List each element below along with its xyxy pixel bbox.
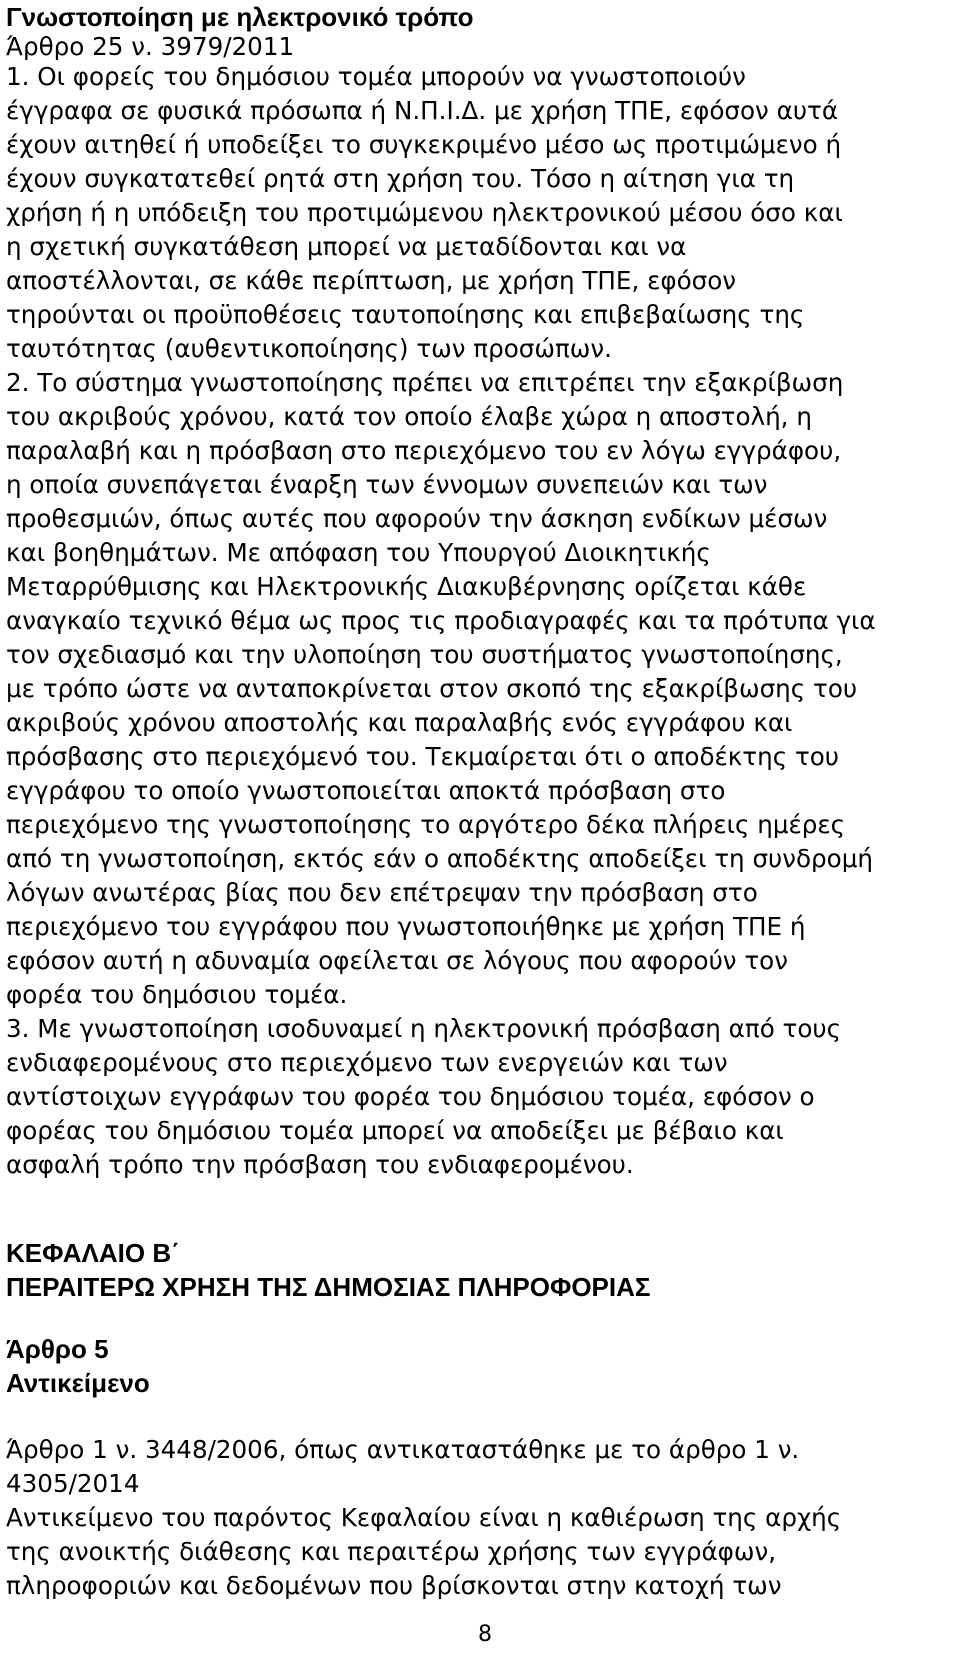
body-line: Μεταρρύθμισης και Ηλεκτρονικής Διακυβέρνησης ορίζεται κάθε: [6, 572, 807, 601]
page-number: 8: [478, 1622, 492, 1647]
body-line: έχουν συγκατατεθεί ρητά στη χρήση του. Τόσο η αίτηση για τη: [6, 164, 795, 193]
body-line: ταυτότητας (αυθεντικοποίησης) των προσώπων.: [6, 334, 612, 363]
body-line: 1. Οι φορείς του δημόσιου τομέα μπορούν να γνωστοποιούν: [6, 62, 746, 91]
body-line: του ακριβούς χρόνου, κατά τον οποίο έλαβε χώρα η αποστολή, η: [6, 402, 812, 431]
section-heading: Γνωστοποίηση με ηλεκτρονικό τρόπο: [6, 2, 474, 32]
chapter-subtitle: ΠΕΡΑΙΤΕΡΩ ΧΡΗΣΗ ΤΗΣ ΔΗΜΟΣΙΑΣ ΠΛΗΡΟΦΟΡΙΑΣ: [6, 1272, 651, 1302]
body-line: Αντικείμενο του παρόντος Κεφαλαίου είναι η καθιέρωση της αρχής: [6, 1503, 842, 1532]
body-line: παραλαβή και η πρόσβαση στο περιεχόμενο του εν λόγω εγγράφου,: [6, 436, 842, 465]
body-line: 4305/2014: [6, 1469, 140, 1498]
body-line: προθεσμιών, όπως αυτές που αφορούν την άσκηση ενδίκων μέσων: [6, 504, 828, 533]
body-line: αναγκαίο τεχνικό θέμα ως προς τις προδιαγραφές και τα πρότυπα για: [6, 606, 876, 635]
body-line: Άρθρο 1 ν. 3448/2006, όπως αντικαταστάθηκε με το άρθρο 1 ν.: [6, 1435, 800, 1464]
body-line: πρόσβασης στο περιεχόμενό του. Τεκμαίρεται ότι ο αποδέκτης του: [6, 742, 840, 771]
body-line: έγγραφα σε φυσικά πρόσωπα ή Ν.Π.Ι.Δ. με χρήση ΤΠΕ, εφόσον αυτά: [6, 96, 839, 125]
article-subtitle: Αντικείμενο: [6, 1368, 150, 1398]
body-line: και βοηθημάτων. Με απόφαση του Υπουργού Διοικητικής: [6, 538, 711, 567]
body-line: περιεχόμενο του εγγράφου που γνωστοποιήθηκε με χρήση ΤΠΕ ή: [6, 912, 806, 941]
section-header: [6, 0, 474, 61]
body-line: η σχετική συγκατάθεση μπορεί να μεταδίδονται και να: [6, 232, 687, 261]
body-line: 3. Με γνωστοποίηση ισοδυναμεί η ηλεκτρονική πρόσβαση από τους: [6, 1014, 842, 1043]
body-line: εγγράφου το οποίο γνωστοποιείται αποκτά πρόσβαση στο: [6, 776, 726, 805]
body-line: πληροφοριών και δεδομένων που βρίσκονται στην κατοχή των: [6, 1571, 782, 1600]
body-line: αντίστοιχων εγγράφων του φορέα του δημόσιου τομέα, εφόσον ο: [6, 1082, 815, 1111]
body-line: τηρούνται οι προϋποθέσεις ταυτοποίησης και επιβεβαίωσης της: [6, 300, 805, 329]
body-line: της ανοικτής διάθεσης και περαιτέρω χρήσης των εγγράφων,: [6, 1537, 777, 1566]
body-line: ενδιαφερομένους στο περιεχόμενο των ενεργειών και των: [6, 1048, 728, 1077]
body-line: χρήση ή η υπόδειξη του προτιμώμενου ηλεκτρονικού μέσου όσο και: [6, 198, 843, 227]
body-line: 2. Το σύστημα γνωστοποίησης πρέπει να επιτρέπει την εξακρίβωση: [6, 368, 844, 397]
body-line: από τη γνωστοποίηση, εκτός εάν ο αποδέκτης αποδείξει τη συνδρομή: [6, 844, 873, 873]
article-body: [6, 1433, 841, 1603]
body-line: η οποία συνεπάγεται έναρξη των έννομων συνεπειών και των: [6, 470, 768, 499]
article-reference: Άρθρο 25 ν. 3979/2011: [6, 32, 295, 61]
body-line: με τρόπο ώστε να ανταποκρίνεται στον σκοπό της εξακρίβωσης του: [6, 674, 858, 703]
body-line: τον σχεδιασμό και την υλοποίηση του συστήματος γνωστοποίησης,: [6, 640, 843, 669]
body-line: έχουν αιτηθεί ή υποδείξει το συγκεκριμένο μέσο ως προτιμώμενο ή: [6, 130, 842, 159]
chapter-title: ΚΕΦΑΛΑΙΟ Β΄: [6, 1238, 180, 1268]
chapter-header: [6, 1236, 651, 1304]
body-line: αποστέλλονται, σε κάθε περίπτωση, με χρήση ΤΠΕ, εφόσον: [6, 266, 737, 295]
article-body: [6, 60, 876, 1182]
body-line: ασφαλή τρόπο την πρόσβαση του ενδιαφερομένου.: [6, 1150, 634, 1179]
body-line: περιεχόμενο της γνωστοποίησης το αργότερο δέκα πλήρεις ημέρες: [6, 810, 846, 839]
body-line: ακριβούς χρόνου αποστολής και παραλαβής ενός εγγράφου και: [6, 708, 793, 737]
body-line: φορέας του δημόσιου τομέα μπορεί να αποδείξει με βέβαιο και: [6, 1116, 784, 1145]
body-line: λόγων ανωτέρας βίας που δεν επέτρεψαν την πρόσβαση στο: [6, 878, 758, 907]
article-title: Άρθρο 5: [6, 1334, 109, 1364]
article-header: [6, 1332, 150, 1400]
body-line: φορέα του δημόσιου τομέα.: [6, 980, 348, 1009]
body-line: εφόσον αυτή η αδυναμία οφείλεται σε λόγους που αφορούν τον: [6, 946, 788, 975]
